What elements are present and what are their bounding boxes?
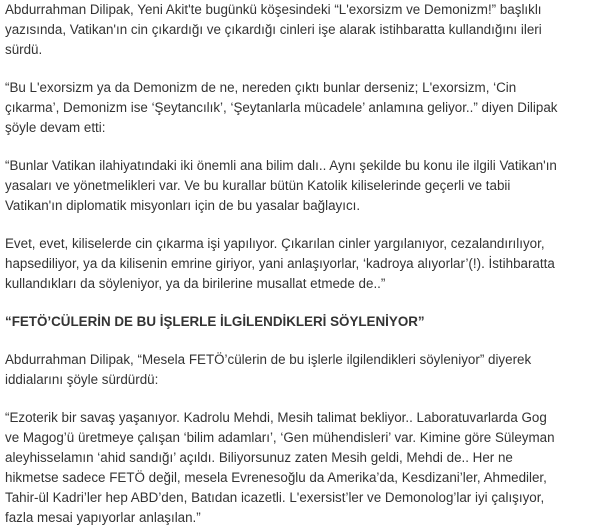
paragraph-line: Evet, evet, kiliselerde cin çıkarma işi yapılıyor. Çıkarılan cinler yargılanıyor, cezalandırılıyor,: [5, 236, 545, 251]
paragraph-line: kullandıkları da söyleniyor, ya da birilerine musallat etmede de..”: [5, 276, 386, 291]
paragraph-line: “Ezoterik bir savaş yaşanıyor. Kadrolu Mehdi, Mesih talimat bekliyor.. Laboratuvarlarda Gog: [5, 410, 547, 425]
article-body: [5, 0, 603, 528]
paragraph-line: aleyhisselamın ‘ahid sandığı’ açıldı. Biliyorsunuz zaten Mesih geldi, Mehdi de.. Her ne: [5, 450, 513, 465]
paragraph-quote-vatican: [5, 156, 603, 216]
paragraph-line: Vatikan'ın diplomatik misyonları için de bu yasalar bağlayıcı.: [5, 198, 361, 213]
paragraph-line: “Bunlar Vatikan ilahiyatındaki iki önemli ana bilim dalı.. Aynı şekilde bu konu ile ilgili Vatikan'ın: [5, 158, 557, 173]
paragraph-line: şöyle devam etti:: [5, 120, 106, 135]
paragraph-line: hapsediliyor, ya da kilisenin emrine giriyor, yani anlaşıyorlar, ‘kadroya alıyorlar’(!). İstihbaratta: [5, 256, 555, 271]
paragraph-quote-exorcism: [5, 234, 603, 294]
paragraph-line: çıkarma’, Demonizm ise ‘Şeytancılık’, ‘Şeytanlarla mücadele’ anlamına geliyor..” diyen Dilipak: [5, 100, 558, 115]
section-heading: [5, 312, 603, 332]
paragraph-line: hikmetse sadece FETÖ değil, mesela Evrenesoğlu da Amerika’da, Kesdizani’ler, Ahmediler,: [5, 470, 547, 485]
paragraph-quote-definition: [5, 78, 603, 138]
paragraph-line: ve Magog’ü üretmeye çalışan ‘bilim adamları’, ‘Gen mühendisleri’ var. Kimine göre Süleyman: [5, 430, 555, 445]
paragraph-line: yazısında, Vatikan'ın cin çıkardığı ve çıkardığı cinleri işe alarak istihbaratta kullandığını ileri: [5, 22, 542, 37]
paragraph-quote-esoteric: [5, 408, 603, 528]
paragraph-line: Tahir-ül Kadri’ler hep ABD’den, Batıdan icazetli. L'exersist’ler ve Demonolog’lar iyi çalışıyor,: [5, 490, 545, 505]
paragraph-line: Abdurrahman Dilipak, “Mesela FETÖ’cülerin de bu işlerle ilgilendikleri söyleniyor” diyerek: [5, 352, 532, 367]
paragraph-feto-intro: [5, 350, 603, 390]
paragraph-line: “Bu L'exorsizm ya da Demonizm de ne, nereden çıktı bunlar derseniz; L'exorsizm, ‘Cin: [5, 80, 517, 95]
section-heading-text: “FETÖ’CÜLERİN DE BU İŞLERLE İLGİLENDİKLERİ SÖYLENİYOR”: [5, 314, 425, 329]
paragraph-line: Abdurrahman Dilipak, Yeni Akit'te bugünkü köşesindeki “L'exorsizm ve Demonizm!” başlıklı: [5, 2, 542, 17]
paragraph-line: sürdü.: [5, 42, 43, 57]
paragraph-line: iddialarını şöyle sürdürdü:: [5, 372, 159, 387]
paragraph-intro: [5, 0, 603, 60]
paragraph-line: fazla mesai yapıyorlar anlaşılan.”: [5, 510, 201, 525]
paragraph-line: yasaları ve yönetmelikleri var. Ve bu kurallar bütün Katolik kiliselerinde geçerli ve tabii: [5, 178, 511, 193]
